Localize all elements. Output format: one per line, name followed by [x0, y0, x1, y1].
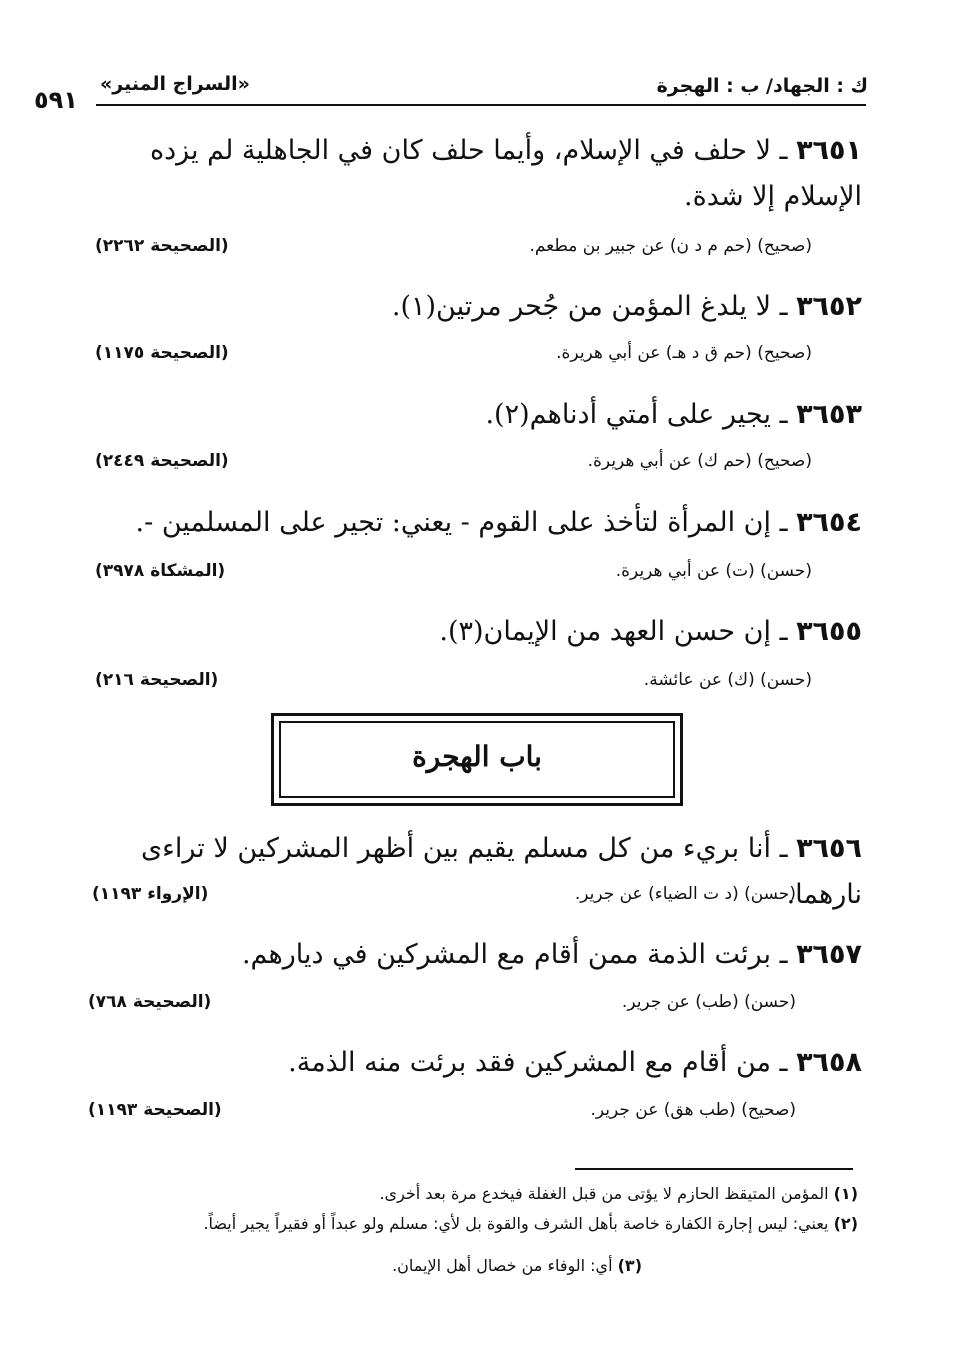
- hadith-source: (صحيح) (حم ق د هـ) عن أبي هريرة.: [556, 343, 812, 363]
- hadith-source-line: [95, 670, 812, 698]
- hadith-source-line: [88, 992, 796, 1020]
- hadith-source: (حسن) (د ت الضياء) عن جرير.: [574, 884, 796, 904]
- hadith-number: ٣٦٥٤: [796, 507, 862, 538]
- hadith-source: (صحيح) (حم م د ن) عن جبير بن مطعم.: [529, 236, 812, 256]
- footnote-text: يعني: ليس إجارة الكفارة خاصة بأهل الشرف والقوة بل لأي: مسلم ولو عبداً أو فقيراً يجير أيضاً.: [203, 1214, 829, 1233]
- hadith-reference: (المشكاة ٣٩٧٨): [95, 561, 226, 581]
- header-rule: [96, 104, 866, 106]
- hadith-source-line: [88, 1100, 796, 1128]
- footnote-number: (٣): [617, 1256, 642, 1275]
- hadith-source-line: [95, 561, 812, 589]
- hadith-3653: [92, 392, 862, 438]
- running-header-chapter: ك : الجهاد/ ب : الهجرة: [656, 75, 868, 97]
- footnote-separator: [575, 1168, 853, 1170]
- hadith-text: ـ برئت الذمة ممن أقام مع المشركين في ديارهم.: [241, 939, 788, 970]
- hadith-text: ـ إن حسن العهد من الإيمان(٣).: [439, 616, 788, 647]
- footnote-3: [200, 1252, 642, 1280]
- hadith-number: ٣٦٥٥: [796, 616, 862, 647]
- hadith-text: ـ لا حلف في الإسلام، وأيما حلف كان في الجاهلية لم يزده الإسلام إلا شدة.: [149, 135, 862, 212]
- footnote-number: (١): [833, 1184, 858, 1203]
- footnote-text: أي: الوفاء من خصال أهل الإيمان.: [392, 1256, 613, 1275]
- hadith-text: ـ من أقام مع المشركين فقد برئت منه الذمة.: [288, 1047, 788, 1078]
- hadith-3651: [92, 128, 862, 220]
- hadith-source: (حسن) (ك) عن عائشة.: [643, 670, 812, 690]
- hadith-3652: [92, 284, 862, 330]
- hadith-reference: (الصحيحة ٧٦٨): [88, 992, 212, 1012]
- hadith-source: (صحيح) (حم ك) عن أبي هريرة.: [587, 451, 812, 471]
- hadith-text: ـ لا يلدغ المؤمن من جُحر مرتين(١).: [391, 291, 788, 322]
- hadith-source-line: [95, 343, 812, 371]
- hadith-number: ٣٦٥١: [796, 135, 862, 166]
- footnote-text: المؤمن المتيقظ الحازم لا يؤتى من قبل الغفلة فيخدع مرة بعد أخرى.: [379, 1184, 829, 1203]
- hadith-text: ـ أنا بريء من كل مسلم يقيم بين أظهر المشركين لا تراءى نارهما.: [141, 833, 862, 910]
- hadith-number: ٣٦٥٨: [796, 1047, 862, 1078]
- hadith-number: ٣٦٥٦: [796, 833, 862, 864]
- hadith-text: ـ إن المرأة لتأخذ على القوم - يعني: تجير على المسلمين -.: [135, 507, 788, 538]
- hadith-source: (صحيح) (طب هق) عن جرير.: [590, 1100, 796, 1120]
- hadith-reference: (الصحيحة ٢٢٦٢): [95, 236, 229, 256]
- page-number: ٥٩١: [34, 86, 78, 114]
- hadith-number: ٣٦٥٣: [796, 399, 862, 430]
- hadith-3655: [92, 609, 862, 655]
- hadith-reference: (الصحيحة ١١٧٥): [95, 343, 229, 363]
- hadith-3654: [92, 500, 862, 546]
- hadith-number: ٣٦٥٧: [796, 939, 862, 970]
- footnote-number: (٢): [833, 1214, 858, 1233]
- hadith-source: (حسن) (طب) عن جرير.: [621, 992, 796, 1012]
- running-header-book-title: «السراج المنير»: [100, 73, 250, 95]
- footnote-2: [78, 1210, 858, 1238]
- hadith-reference: (الصحيحة ٢١٦): [95, 670, 219, 690]
- chapter-heading-frame: [271, 713, 683, 806]
- hadith-source: (حسن) (ت) عن أبي هريرة.: [615, 561, 812, 581]
- footnote-1: [78, 1180, 858, 1208]
- hadith-text: ـ يجير على أمتي أدناهم(٢).: [485, 399, 788, 430]
- hadith-3657: [92, 932, 862, 978]
- hadith-reference: (الصحيحة ٢٤٤٩): [95, 451, 229, 471]
- hadith-source-line: [95, 451, 812, 479]
- hadith-reference: (الصحيحة ١١٩٣): [88, 1100, 222, 1120]
- chapter-title: باب الهجرة: [412, 740, 542, 773]
- hadith-reference: (الإرواء ١١٩٣): [92, 884, 209, 904]
- hadith-source-line: [95, 236, 812, 264]
- hadith-number: ٣٦٥٢: [796, 291, 862, 322]
- hadith-source-line: [92, 884, 796, 912]
- hadith-3658: [92, 1040, 862, 1086]
